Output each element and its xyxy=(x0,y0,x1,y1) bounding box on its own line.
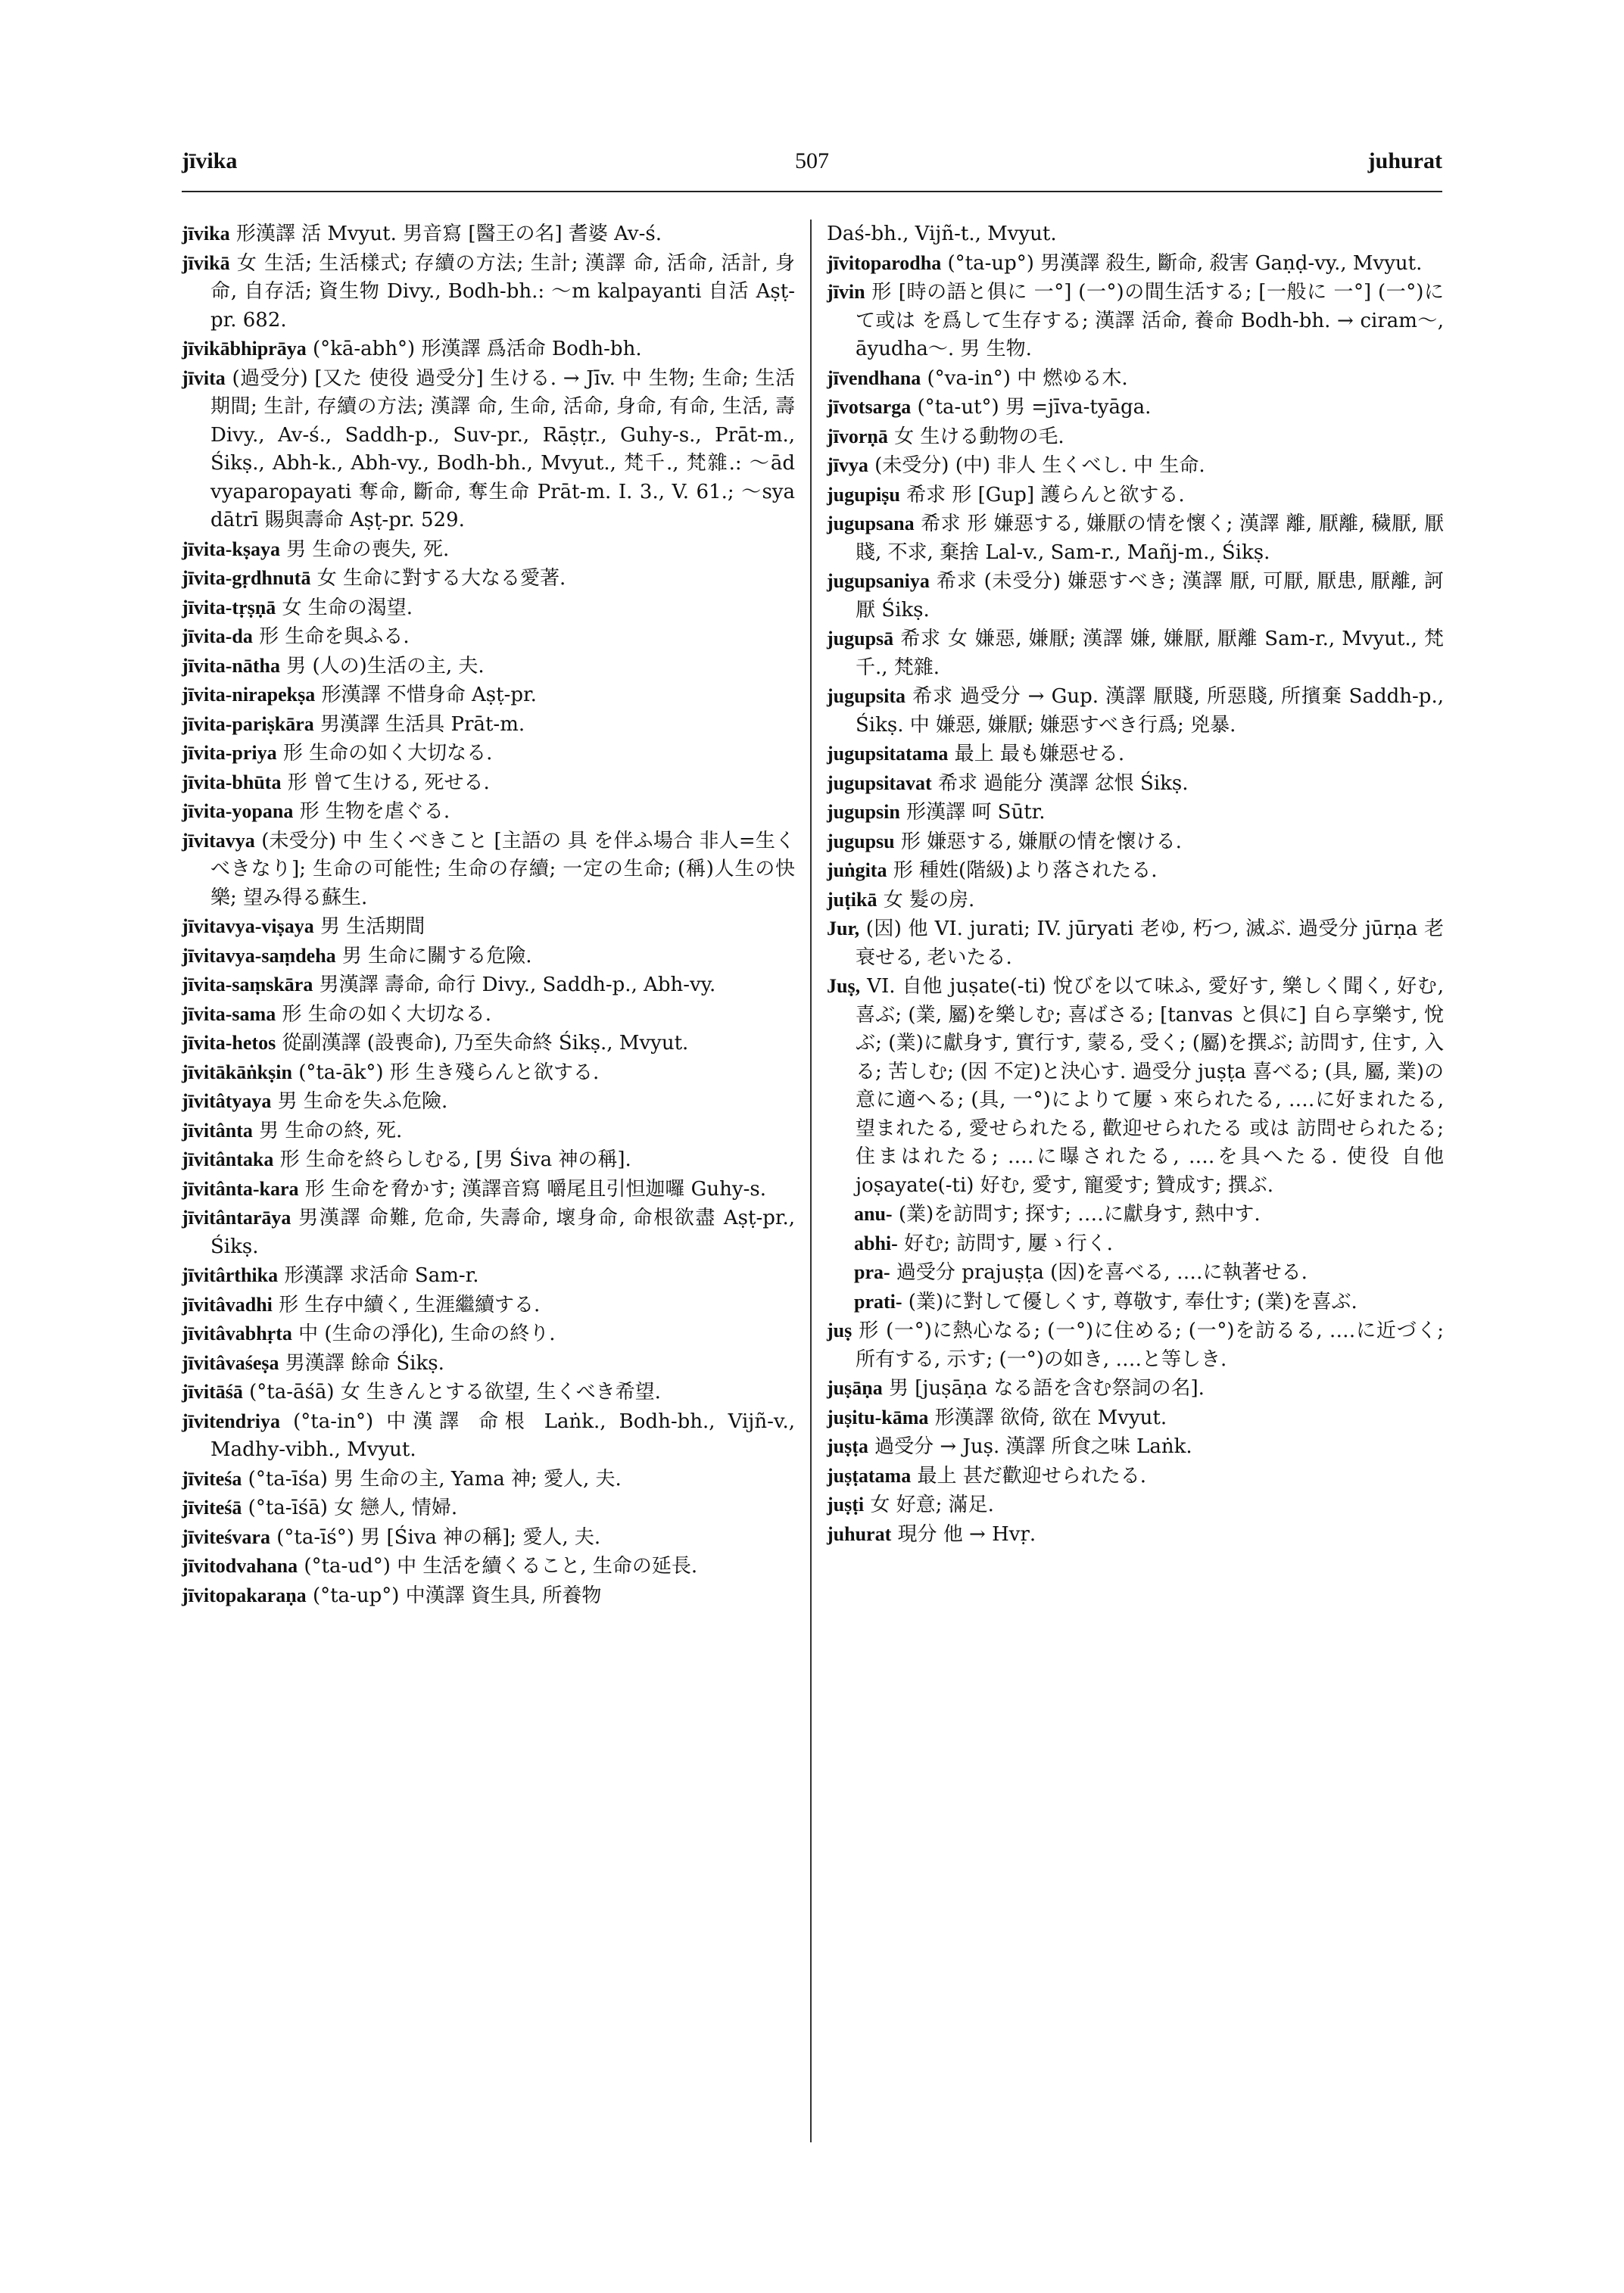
dictionary-entry xyxy=(827,1520,1444,1550)
headword: jugupiṣu xyxy=(827,483,900,506)
dictionary-entry xyxy=(827,886,1444,915)
headword: jīvotsarga xyxy=(827,396,912,418)
headword: jīvita-pariṣkāra xyxy=(182,712,314,735)
definition: 形 生存中續く, 生涯繼續する. xyxy=(272,1293,541,1316)
dictionary-entry xyxy=(182,1349,795,1379)
definition: 形 [時の語と俱に 一°] (一°)の間生活する; [一般に 一°] (一°)にて或は を爲して生存する; 漢譯 活命, 養命 Bodh-bh. → ciram～, āyudha～. 男 生物. xyxy=(856,281,1444,360)
definition: (°ta-āk°) 形 生き殘らんと欲する. xyxy=(291,1061,600,1084)
definition: 男 生命に關する危險. xyxy=(335,944,532,967)
dictionary-entry xyxy=(182,1465,795,1494)
headword: jīvita-yopana xyxy=(182,800,294,822)
dictionary-entry xyxy=(827,422,1444,452)
dictionary-entry xyxy=(827,856,1444,886)
definition: 形 生命の如く大切なる. xyxy=(276,742,493,765)
definition: 從副漢譯 (設喪命), 乃至失命終 Śikṣ., Mvyut. xyxy=(276,1032,689,1055)
dictionary-entry xyxy=(182,622,795,652)
definition: (過受分) [又た 使役 過受分] 生ける. → Jīv. 中 生物; 生命; 生活期間; 生計, 存續の方法; 漢譯 命, 生命, 活命, 身命, 有命, 生活, 壽 Divy., Av-ś., Saddh-p., Suv-pr., Rāṣṭr., Guhy-s., Prāt-m., Śikṣ., Abh-k., Abh-vy., Bodh-bh., Mvyut., 梵千., 梵雜.: ～ād vyaparopayati 奪命, 斷命, 奪生命 Prāt-m. I. 3., V. 61.; ～sya dātrī 賜與壽命 Aṣṭ-pr. 529. xyxy=(210,366,795,531)
headword: jugupsaniya xyxy=(827,570,930,592)
dictionary-entry xyxy=(182,1117,795,1146)
definition: 女 生命に對する大なる愛著. xyxy=(310,567,566,590)
definition: (°va-in°) 中 燃ゆる木. xyxy=(921,366,1128,390)
dictionary-entry xyxy=(182,1319,795,1349)
headword: jīvitânta xyxy=(182,1119,253,1142)
headword: jīvita-kṣaya xyxy=(182,537,280,560)
dictionary-entry xyxy=(827,914,1444,972)
definition: 男 生命の喪失, 死. xyxy=(280,537,450,561)
definition: 男 (人の)生活の主, 夫. xyxy=(280,654,485,678)
definition: (°ta-up°) 男漢譯 殺生, 斷命, 殺害 Gaṇḍ-vy., Mvyut. xyxy=(941,251,1423,275)
headword: jīvita-hetos xyxy=(182,1032,276,1054)
dictionary-entry xyxy=(182,1087,795,1117)
definition: 形 生命を終らしむる, [男 Śiva 神の稱]. xyxy=(273,1148,631,1171)
definition: (°ta-in°) 中漢譯 命根 Laṅk., Bodh-bh., Vijñ-v., Madhy-vibh., Mvyut. xyxy=(210,1410,795,1461)
dictionary-entry xyxy=(182,1175,795,1204)
definition: 形漢譯 欲倚, 欲在 Mvyut. xyxy=(928,1406,1167,1429)
headword: jīvita xyxy=(182,366,226,389)
headword: juhurat xyxy=(827,1522,892,1545)
definition: (°ta-īśā) 女 戀人, 情婦. xyxy=(242,1497,458,1519)
dictionary-entry xyxy=(827,682,1444,740)
dictionary-entry xyxy=(182,335,795,364)
headword: jīvitavya-saṃdeha xyxy=(182,944,336,967)
headword: jīvitāśā xyxy=(182,1381,243,1403)
headword: jīviteśvara xyxy=(182,1525,270,1548)
definition: 過受分 prajuṣṭa (因)を喜べる, ‥‥に執著せる. xyxy=(890,1261,1308,1284)
headword: jīvitavya xyxy=(182,829,255,852)
right-column xyxy=(827,220,1444,1549)
dictionary-entry xyxy=(827,451,1444,481)
definition: (業)に對して優しくす, 尊敬す, 奉仕す; (業)を喜ぶ. xyxy=(902,1290,1357,1313)
dictionary-entry xyxy=(827,393,1444,422)
definition: (業)を訪問す; 探す; ‥‥に獻身す, 熱中す. xyxy=(892,1203,1261,1226)
dictionary-entry xyxy=(827,1491,1444,1520)
definition: (未受分) (中) 非人 生くべし. 中 生命. xyxy=(868,454,1205,477)
definition: 形 種姓(階級)より落されたる. xyxy=(887,859,1158,882)
page-number: 507 xyxy=(795,148,829,173)
headword: jīvika xyxy=(182,223,230,245)
definition: 男 [juṣāṇa なる語を含む祭詞の名]. xyxy=(882,1377,1205,1400)
dictionary-entry xyxy=(182,768,795,798)
definition: 男 生命の終, 死. xyxy=(252,1119,403,1142)
definition: 男 生活期間 xyxy=(313,915,425,938)
column-divider xyxy=(810,220,812,2142)
definition: 最上 最も嫌惡せる. xyxy=(948,743,1125,765)
headword: juṅgita xyxy=(827,859,887,881)
definition: 女 生命の渴望. xyxy=(276,596,413,619)
headword: abhi- xyxy=(854,1232,898,1254)
headword: jīvita-tṛṣṇā xyxy=(182,596,276,618)
definition: Daś-bh., Vijñ-t., Mvyut. xyxy=(827,223,1057,245)
definition: 女 生活; 生活樣式; 存續の方法; 生計; 漢譯 命, 活命, 活計, 身命, 自存活; 資生物 Divy., Bodh-bh.: ～m kalpayanti 自活 Aṣṭ-pr. 682. xyxy=(210,251,795,332)
dictionary-entry xyxy=(182,1204,795,1261)
dictionary-entry xyxy=(182,1378,795,1407)
headword: juṣ xyxy=(827,1319,853,1341)
sub-entry xyxy=(827,1229,1444,1259)
dictionary-entry xyxy=(182,739,795,768)
dictionary-entry xyxy=(827,1374,1444,1404)
definition: 形 生命を與ふる. xyxy=(252,625,410,648)
definition: (°ta-up°) 中漢譯 資生具, 所養物 xyxy=(306,1584,602,1607)
dictionary-entry xyxy=(827,798,1444,827)
headword: jīvikābhiprāya xyxy=(182,338,307,360)
definition: 現分 他 → Hvṛ. xyxy=(891,1522,1036,1546)
headword: jugupsin xyxy=(827,801,900,823)
headword: Jur, xyxy=(827,918,860,939)
definition: (因) 他 VI. jurati; IV. jūryati 老ゆ, 朽つ, 滅ぶ. 過受分 jūrṇa 老衰せる, 老いたる. xyxy=(856,918,1444,969)
definition: 男漢譯 生活具 Prāt-m. xyxy=(313,712,525,736)
definition: 女 好意; 滿足. xyxy=(864,1494,994,1516)
headword: jugupsana xyxy=(827,512,915,534)
dictionary-entry xyxy=(182,1552,795,1581)
dictionary-entry xyxy=(182,220,795,249)
headword: jīvita-priya xyxy=(182,742,277,764)
dictionary-entry xyxy=(182,594,795,623)
dictionary-entry xyxy=(182,1291,795,1320)
headword: jugupsu xyxy=(827,830,895,852)
left-column xyxy=(182,220,795,1610)
headword: juṣṭatama xyxy=(827,1464,912,1487)
headword: jīvitântarāya xyxy=(182,1207,291,1229)
dictionary-entry xyxy=(182,364,795,535)
dictionary-entry xyxy=(827,740,1444,769)
headword: prati- xyxy=(854,1290,902,1313)
dictionary-entry xyxy=(827,481,1444,510)
sub-entry xyxy=(827,1258,1444,1288)
dictionary-entry xyxy=(182,1029,795,1058)
headword: jīvitârthika xyxy=(182,1264,279,1286)
dictionary-entry xyxy=(827,769,1444,799)
definition: 好む; 訪問す, 屢ゝ行く. xyxy=(897,1232,1113,1255)
dictionary-entry xyxy=(182,249,795,335)
dictionary-entry xyxy=(827,1316,1444,1374)
headword: jīvitākāṅkṣin xyxy=(182,1061,292,1083)
definition: 形漢譯 不惜身命 Aṣṭ-pr. xyxy=(315,684,537,706)
definition: 形 曾て生ける, 死せる. xyxy=(281,771,490,794)
headword: jīvitoparodha xyxy=(827,251,942,274)
definition: 形漢譯 求活命 Sam-r. xyxy=(278,1264,479,1287)
dictionary-entry xyxy=(827,972,1444,1200)
definition: (°ta-ut°) 男 =jīva-tyāga. xyxy=(911,396,1152,419)
dictionary-entry xyxy=(827,509,1444,567)
definition: 形 嫌惡する, 嫌厭の情を懷ける. xyxy=(894,830,1182,853)
dictionary-entry xyxy=(827,1462,1444,1491)
headword: Juṣ, xyxy=(827,975,861,997)
definition: (°ta-īś°) 男 [Śiva 神の稱]; 愛人, 夫. xyxy=(270,1525,601,1549)
definition: (°kā-abh°) 形漢譯 爲活命 Bodh-bh. xyxy=(306,338,642,360)
headword: anu- xyxy=(854,1203,893,1225)
headword: jīvitâtyaya xyxy=(182,1090,272,1112)
dictionary-entry xyxy=(182,1494,795,1523)
definition: 女 髮の房. xyxy=(877,888,975,911)
dictionary-entry xyxy=(182,1407,795,1465)
headword: jīvita-saṃskāra xyxy=(182,974,313,995)
definition: VI. 自他 juṣate(-ti) 悅びを以て味ふ, 愛好す, 樂しく聞く, 好む, 喜ぶ; (業, 屬)を樂しむ; 喜ばさる; [tanvas と俱に] 自ら享樂す, 悅ぶ; (業)に獻身す, 實行す, 蒙る, 受く; (屬)を撰ぶ; 訪問す, 住す, 入る; 苦しむ; (因 不定)と決心す. 過受分 juṣṭa 喜べる; (具, 屬, 業)の意に適へる; (具, 一°)によりて屢ゝ來られたる, ‥‥に好まれたる, 望まれたる, 愛せられたる, 歡迎せられたる 或は 訪問せられたる; 住まはれたる; ‥‥に曝されたる, ‥‥を具へたる. 使役 自他 joṣayate(-ti) 好む, 愛す, 寵愛す; 贊成す; 撰ぶ. xyxy=(856,975,1444,1197)
sub-entry xyxy=(827,1200,1444,1229)
headword: jīvita-sama xyxy=(182,1002,276,1025)
headword: jīvitâvadhi xyxy=(182,1293,273,1316)
definition: 男漢譯 壽命, 命行 Divy., Saddh-p., Abh-vy. xyxy=(313,974,716,996)
headword: jīvitâvaśeṣa xyxy=(182,1351,279,1374)
headword: jugupsā xyxy=(827,628,894,650)
headword: jīvin xyxy=(827,281,865,303)
headword: jīvitendriya xyxy=(182,1410,280,1432)
headword: pra- xyxy=(854,1261,890,1283)
headword: jīvita-nātha xyxy=(182,654,280,677)
running-head-left: jīvika xyxy=(182,148,238,173)
dictionary-entry xyxy=(182,1000,795,1030)
dictionary-entry xyxy=(827,625,1444,682)
sub-entry xyxy=(827,1288,1444,1317)
headword: jīviteśa xyxy=(182,1467,242,1490)
running-head-right: juhurat xyxy=(1367,148,1442,173)
dictionary-entry xyxy=(182,827,795,913)
definition: 希求 形 嫌惡する, 嫌厭の情を懷く; 漢譯 離, 厭離, 穢厭, 厭賤, 不求, 棄捨 Lal-v., Sam-r., Mañj-m., Śikṣ. xyxy=(856,512,1444,564)
dictionary-entry xyxy=(827,278,1444,364)
headword: jīvorṇā xyxy=(827,425,888,447)
definition: (未受分) 中 生くべきこと [主語の 具 を伴ふ場合 非人=生くべきなり]; 生命の可能性; 生命の存續; 一定の生命; (稱)人生の快樂; 望み得る蘇生. xyxy=(210,829,795,909)
definition: 希求 形 [Gup] 護らんと欲する. xyxy=(899,483,1185,506)
definition: (°ta-īśa) 男 生命の主, Yama 神; 愛人, 夫. xyxy=(242,1467,622,1491)
dictionary-entry xyxy=(182,535,795,565)
headword: jīvitântaka xyxy=(182,1148,274,1170)
headword: juṣṭi xyxy=(827,1494,865,1516)
definition: 形漢譯 活 Mvyut. 男音寫 [醫王の名] 耆婆 Av-ś. xyxy=(229,223,662,245)
page-header xyxy=(182,148,1442,194)
headword: jīvita-gṛdhnutā xyxy=(182,567,311,589)
definition: 中 (生命の淨化), 生命の終り. xyxy=(291,1323,556,1345)
dictionary-entry xyxy=(182,564,795,594)
headword: jīvikā xyxy=(182,251,230,274)
dictionary-entry xyxy=(827,1432,1444,1462)
dictionary-entry xyxy=(827,567,1444,625)
definition: 過受分 → Juṣ. 漢譯 所食之味 Laṅk. xyxy=(868,1435,1192,1458)
definition: 形 生物を虐ぐる. xyxy=(293,800,450,823)
definition: 希求 女 嫌惡, 嫌厭; 漢譯 嫌, 嫌厭, 厭離 Sam-r., Mvyut., 梵千., 梵雜. xyxy=(856,628,1444,679)
dictionary-entry xyxy=(182,1581,795,1611)
headword: jīvitâvabhṛta xyxy=(182,1323,292,1344)
dictionary-entry xyxy=(182,1145,795,1175)
definition: 男漢譯 命難, 危命, 失壽命, 壞身命, 命根欲盡 Aṣṭ-pr., Śikṣ. xyxy=(210,1207,795,1258)
headword: jīvitânta-kara xyxy=(182,1177,299,1200)
definition: 形 生命を脅かす; 漢譯音寫 嚼尾且引怛迦囉 Guhy-s. xyxy=(298,1177,766,1201)
definition: (°ta-ud°) 中 生活を續くること, 生命の延長. xyxy=(298,1555,698,1578)
headword: juṣṭa xyxy=(827,1435,868,1457)
headword: jīvita-da xyxy=(182,625,253,647)
definition: 希求 過能分 漢譯 忿恨 Śikṣ. xyxy=(931,771,1189,795)
dictionary-entry xyxy=(182,912,795,942)
headword: jīvya xyxy=(827,454,868,476)
headword: jugupsita xyxy=(827,685,906,707)
definition: 希求 (未受分) 嫌惡すべき; 漢譯 厭, 可厭, 厭患, 厭離, 訶厭 Śikṣ. xyxy=(856,570,1444,622)
definition: 男 生命を失ふ危險. xyxy=(271,1090,448,1113)
headword: jugupsitatama xyxy=(827,743,949,765)
headword: jīvendhana xyxy=(827,366,921,389)
headword: jīvita-bhūta xyxy=(182,771,282,793)
dictionary-entry xyxy=(827,827,1444,857)
headword: jīvitopakaraṇa xyxy=(182,1584,307,1606)
headword: jīvitodvahana xyxy=(182,1555,298,1577)
dictionary-entry xyxy=(182,1523,795,1553)
headword: jīvitavya-viṣaya xyxy=(182,915,314,937)
header-rule xyxy=(182,191,1442,192)
dictionary-entry xyxy=(182,1261,795,1291)
definition: 希求 過受分 → Gup. 漢譯 厭賤, 所惡賤, 所擯棄 Saddh-p., Śikṣ. 中 嫌惡, 嫌厭; 嫌惡すべき行爲; 兇暴. xyxy=(856,685,1444,737)
headword: jīviteśā xyxy=(182,1497,242,1519)
headword: jīvita-nirapekṣa xyxy=(182,684,316,706)
dictionary-entry xyxy=(827,220,1444,249)
dictionary-entry xyxy=(182,942,795,971)
definition: 形漢譯 呵 Sūtr. xyxy=(899,801,1046,824)
headword: juṣitu-kāma xyxy=(827,1406,929,1428)
definition: 形 生命の如く大切なる. xyxy=(276,1002,491,1026)
dictionary-entry xyxy=(827,249,1444,279)
headword: juṭikā xyxy=(827,888,877,911)
definition: 形 (一°)に熱心なる; (一°)に住める; (一°)を訪るる, ‥‥に近づく; 所有する, 示す; (一°)の如き, ‥‥と等しき. xyxy=(852,1319,1444,1371)
headword: juṣāṇa xyxy=(827,1377,883,1399)
dictionary-entry xyxy=(182,797,795,827)
dictionary-entry xyxy=(827,364,1444,394)
dictionary-entry xyxy=(182,652,795,681)
definition: 女 生ける動物の毛. xyxy=(887,425,1064,448)
dictionary-entry xyxy=(182,681,795,710)
dictionary-entry xyxy=(182,970,795,1000)
dictionary-entry xyxy=(827,1404,1444,1433)
definition: 最上 甚だ歡迎せられたる. xyxy=(911,1464,1147,1488)
definition: (°ta-āśā) 女 生きんとする欲望, 生くべき希望. xyxy=(242,1381,661,1404)
dictionary-entry xyxy=(182,710,795,740)
headword: jugupsitavat xyxy=(827,771,932,794)
definition: 男漢譯 餘命 Śikṣ. xyxy=(279,1351,444,1375)
dictionary-entry xyxy=(182,1058,795,1088)
